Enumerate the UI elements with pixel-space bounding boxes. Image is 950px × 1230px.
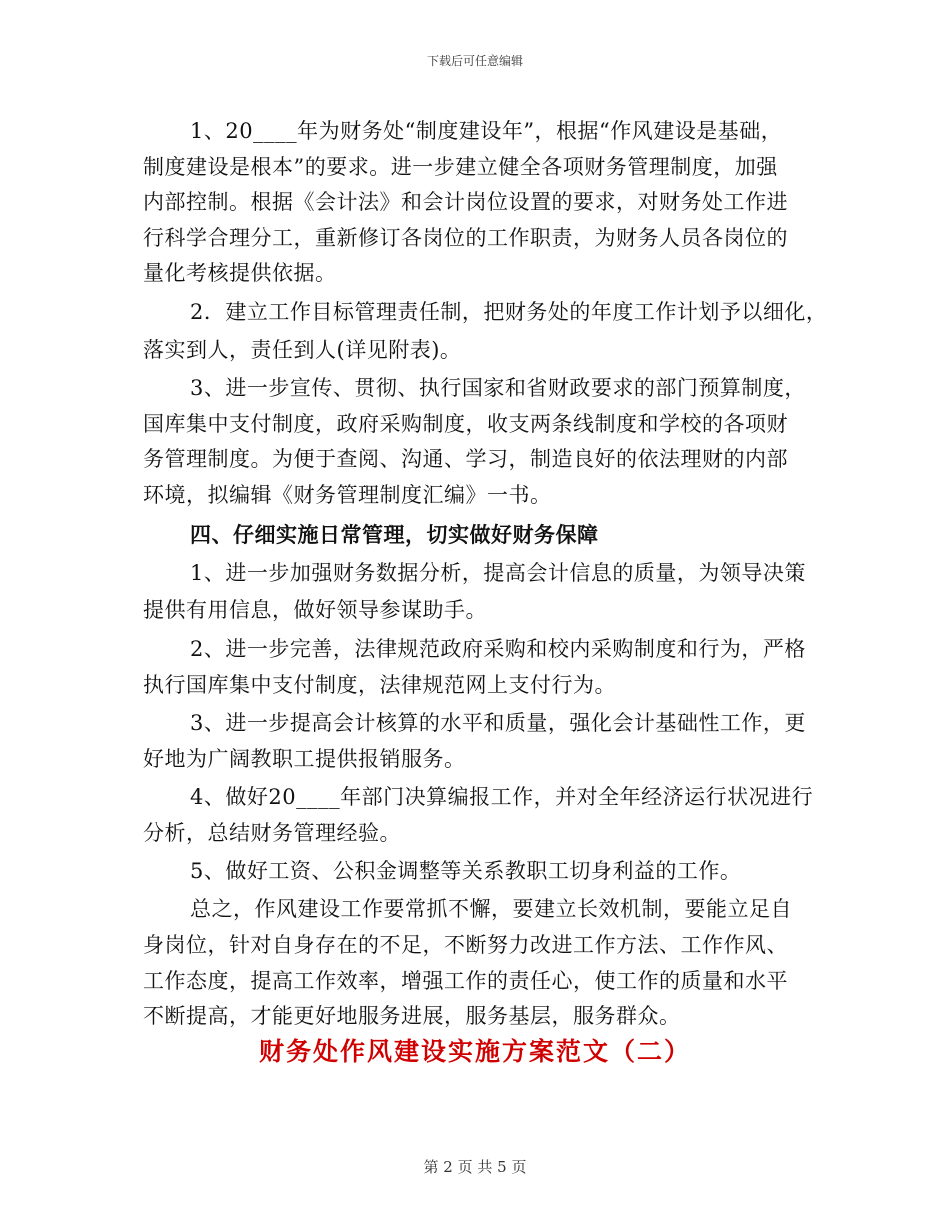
paragraph-line: 3、进一步提高会计核算的水平和质量，强化会计基础性工作，更 (190, 711, 806, 735)
paragraph-line: 不断提高，才能更好地服务进展，服务基层，服务群众。 (143, 1004, 681, 1028)
paragraph-line: 4、做好20____年部门决算编报工作，并对全年经济运行状况进行 (190, 785, 814, 809)
paragraph-line: 身岗位，针对自身存在的不足，不断努力改进工作方法、工作作风、 (143, 933, 788, 957)
paragraph-line: 1、20____年为财务处“制度建设年”，根据“作风建设是基础， (190, 119, 783, 143)
paragraph-line: 1、进一步加强财务数据分析，提高会计信息的质量，为领导决策 (190, 561, 806, 585)
paragraph-line: 国库集中支付制度，政府采购制度，收支两条线制度和学校的各项财 (143, 412, 788, 436)
paragraph-line: 2．建立工作目标管理责任制，把财务处的年度工作计划予以细化， (190, 300, 828, 324)
page-number: 第 2 页 共 5 页 (423, 1158, 527, 1176)
section-heading: 四、仔细实施日常管理，切实做好财务保障 (190, 522, 599, 547)
paragraph-line: 3、进一步宣传、贯彻、执行国家和省财政要求的部门预算制度， (190, 376, 806, 400)
paragraph-line: 好地为广阔教职工提供报销服务。 (143, 747, 466, 771)
header-note: 下载后可任意编辑 (426, 54, 523, 68)
paragraph-line: 环境，拟编辑《财务管理制度汇编》一书。 (143, 483, 552, 507)
paragraph-line: 内部控制。根据《会计法》和会计岗位设置的要求，对财务处工作进 (143, 190, 788, 214)
paragraph-line: 落实到人，责任到人(详见附表)。 (143, 338, 462, 362)
paragraph-line: 执行国库集中支付制度，法律规范网上支付行为。 (143, 673, 616, 697)
paragraph-line: 行科学合理分工，重新修订各岗位的工作职责，为财务人员各岗位的 (143, 226, 788, 250)
document-title: 财务处作风建设实施方案范文（二） (258, 1037, 691, 1066)
paragraph-line: 务管理制度。为便于查阅、沟通、学习，制造良好的依法理财的内部 (143, 447, 788, 471)
paragraph-line: 总之，作风建设工作要常抓不懈，要建立长效机制，要能立足自 (190, 897, 792, 921)
paragraph-line: 分析，总结财务管理经验。 (143, 821, 401, 845)
paragraph-line: 提供有用信息，做好领导参谋助手。 (143, 598, 487, 622)
paragraph-line: 工作态度，提高工作效率，增强工作的责任心，使工作的质量和水平 (143, 969, 788, 993)
paragraph-line: 5、做好工资、公积金调整等关系教职工切身利益的工作。 (190, 859, 742, 883)
paragraph-line: 量化考核提供依据。 (143, 261, 337, 285)
paragraph-line: 制度建设是根本”的要求。进一步建立健全各项财务管理制度，加强 (143, 155, 778, 179)
paragraph-line: 2、进一步完善，法律规范政府采购和校内采购制度和行为，严格 (190, 637, 806, 661)
